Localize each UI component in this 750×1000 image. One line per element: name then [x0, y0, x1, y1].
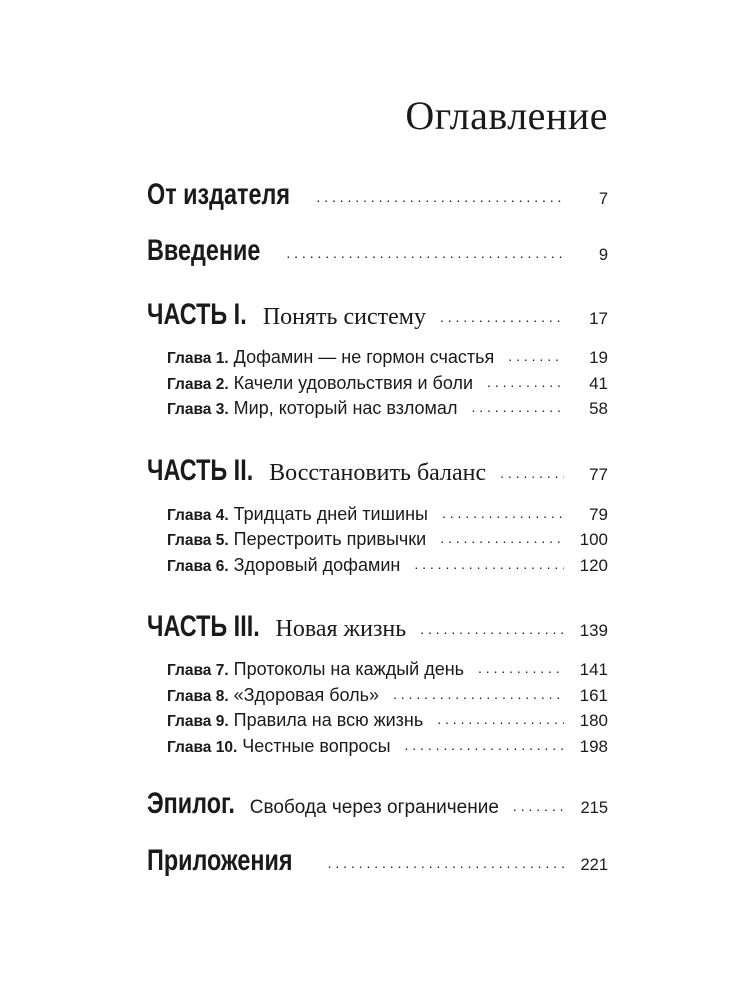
toc-chapter-5[interactable] [167, 529, 608, 550]
leader-dots [316, 189, 564, 205]
toc-chapter-8[interactable] [167, 685, 608, 706]
chapter-number: Глава 5. [167, 532, 229, 549]
toc-chapter-6[interactable] [167, 555, 608, 576]
leader-dots [440, 309, 564, 325]
part-title: Восстановить баланс [269, 460, 487, 486]
toc-chapter-4[interactable] [167, 504, 608, 525]
leader-dots [393, 686, 564, 702]
part-label: ЧАСТЬ I. [147, 298, 247, 331]
part-title: Понять систему [262, 304, 426, 330]
chapter-title: Дофамин — не гормон счастья [233, 347, 495, 367]
leader-dots [487, 374, 564, 390]
page-number: 141 [579, 660, 608, 679]
page-number: 41 [589, 374, 608, 393]
toc-chapter-1[interactable] [167, 347, 608, 368]
chapter-title: Тридцать дней тишины [233, 504, 428, 524]
chapter-number: Глава 10. [167, 739, 238, 756]
page-number: 198 [579, 737, 608, 756]
toc-chapter-7[interactable] [167, 659, 608, 680]
leader-dots [420, 621, 564, 637]
leader-dots [328, 855, 564, 871]
toc-chapter-10[interactable] [167, 736, 608, 757]
chapter-number: Глава 2. [167, 376, 229, 393]
part-title: Новая жизнь [275, 616, 407, 642]
entry-label: Приложения [147, 844, 293, 877]
page-number: 221 [580, 856, 608, 874]
toc-chapter-2[interactable] [167, 373, 608, 394]
chapter-number: Глава 7. [167, 662, 229, 679]
entry-label: Эпилог. [147, 787, 235, 820]
chapter-title: Качели удовольствия и боли [233, 373, 474, 393]
page-number: 17 [589, 309, 608, 328]
page-number: 9 [598, 246, 608, 264]
leader-dots [500, 465, 564, 481]
leader-dots [414, 556, 564, 572]
toc-part-3[interactable] [147, 610, 608, 644]
chapter-number: Глава 6. [167, 558, 229, 575]
entry-subtitle: Свобода через ограничение [249, 797, 499, 818]
entry-label: Введение [147, 234, 261, 267]
part-label: ЧАСТЬ III. [147, 610, 260, 643]
toc-chapter-3[interactable] [167, 398, 608, 419]
chapter-title: Честные вопросы [242, 736, 391, 756]
toc-chapter-9[interactable] [167, 710, 608, 731]
page-number: 120 [579, 556, 608, 575]
page-number: 58 [589, 399, 608, 418]
chapter-title: «Здоровая боль» [233, 685, 380, 705]
chapter-title: Перестроить привычки [233, 529, 427, 549]
page-number: 100 [579, 530, 608, 549]
leader-dots [471, 399, 564, 415]
page-number: 19 [589, 348, 608, 367]
page-number: 139 [579, 621, 608, 640]
chapter-number: Глава 3. [167, 401, 229, 418]
leader-dots [442, 505, 564, 521]
toc-title: Оглавление [405, 93, 608, 138]
toc-part-1[interactable] [147, 298, 608, 332]
chapter-number: Глава 9. [167, 713, 229, 730]
chapter-number: Глава 1. [167, 350, 229, 367]
leader-dots [286, 245, 564, 261]
chapter-title: Протоколы на каждый день [233, 659, 465, 679]
toc-entry-from-publisher[interactable] [147, 178, 608, 212]
entry-label: От издателя [147, 178, 291, 211]
toc-entry-epilogue[interactable] [147, 787, 608, 821]
page-number: 77 [589, 465, 608, 484]
page-number: 79 [589, 505, 608, 524]
chapter-title: Здоровый дофамин [233, 555, 401, 575]
page-number: 7 [598, 190, 608, 208]
leader-dots [405, 737, 565, 753]
page-number: 180 [579, 711, 608, 730]
chapter-title: Правила на всю жизнь [233, 710, 424, 730]
toc-part-2[interactable] [147, 454, 608, 488]
leader-dots [508, 348, 564, 364]
part-label: ЧАСТЬ II. [147, 454, 254, 487]
chapter-number: Глава 8. [167, 688, 229, 705]
chapter-number: Глава 4. [167, 507, 229, 524]
leader-dots [437, 711, 564, 727]
leader-dots [513, 798, 564, 814]
page-number: 161 [579, 686, 608, 705]
toc-entry-appendix[interactable] [147, 844, 608, 878]
toc-entry-introduction[interactable] [147, 234, 608, 268]
chapter-title: Мир, который нас взломал [233, 398, 458, 418]
leader-dots [478, 660, 564, 676]
page-number: 215 [580, 799, 608, 817]
leader-dots [440, 530, 564, 546]
